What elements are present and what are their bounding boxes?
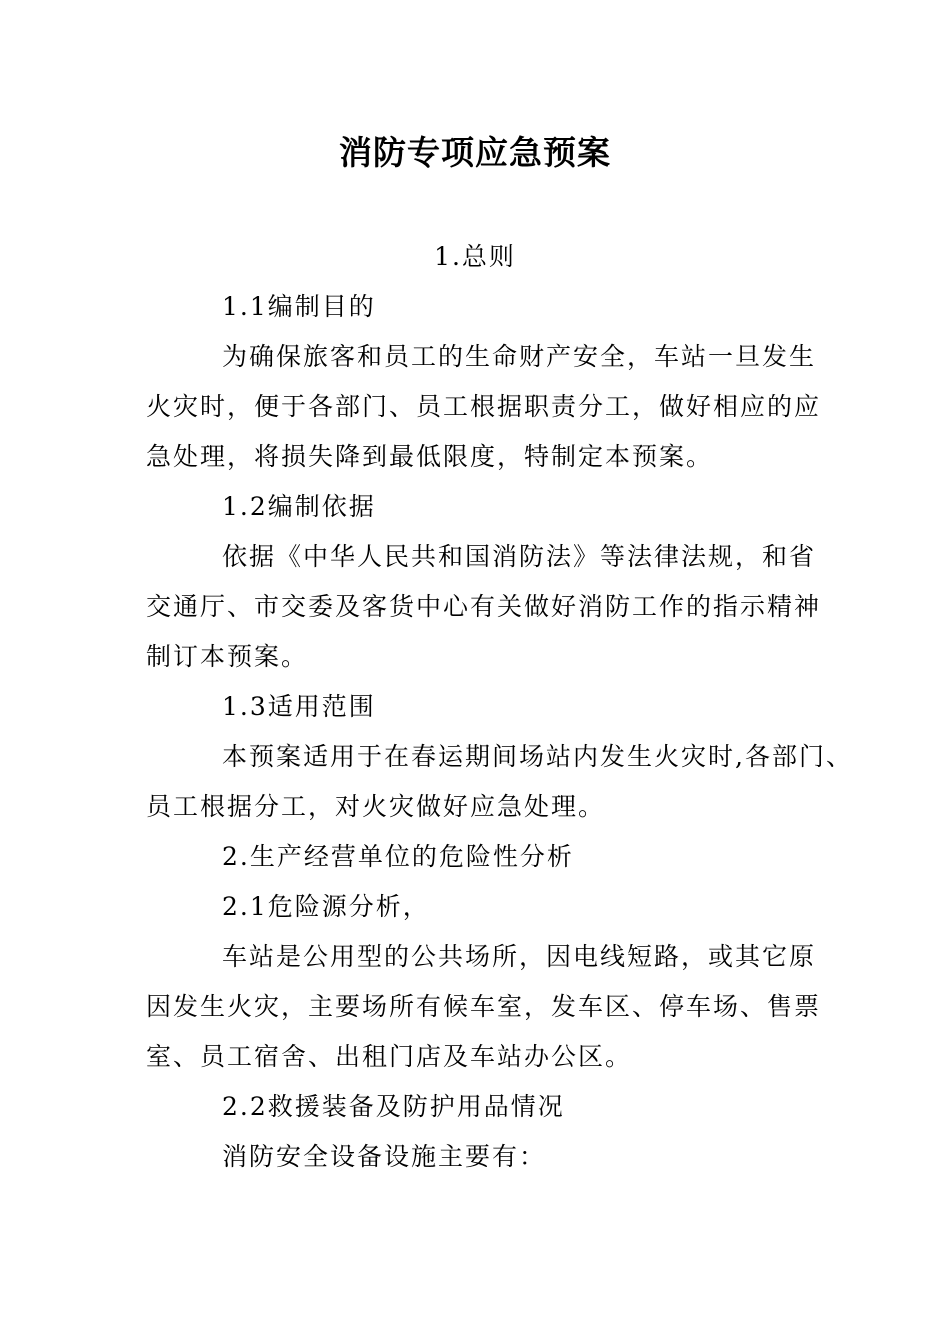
subsection-heading-2-1: 2.1危险源分析，: [222, 892, 430, 921]
subsection-heading-2-2: 2.2救援装备及防护用品情况: [222, 1092, 565, 1121]
paragraph-line: 本预案适用于在春运期间场站内发生火灾时,各部门、: [222, 742, 853, 771]
subsection-heading-1-1: 1.1编制目的: [222, 292, 376, 321]
paragraph-line: 依据《中华人民共和国消防法》等法律法规，和省: [222, 542, 817, 571]
paragraph-line: 因发生火灾，主要场所有候车室，发车区、停车场、售票: [146, 992, 822, 1021]
paragraph-line: 急处理，将损失降到最低限度，特制定本预案。: [146, 442, 714, 471]
paragraph-line: 员工根据分工，对火灾做好应急处理。: [146, 792, 606, 821]
subsection-heading-1-2: 1.2编制依据: [222, 492, 376, 521]
section-heading-2: 2.生产经营单位的危险性分析: [222, 842, 574, 871]
paragraph-line: 消防安全设备设施主要有：: [222, 1142, 547, 1171]
paragraph-line: 为确保旅客和员工的生命财产安全，车站一旦发生: [222, 342, 817, 371]
paragraph-line: 火灾时，便于各部门、员工根据职责分工，做好相应的应: [146, 392, 822, 421]
subsection-heading-1-3: 1.3适用范围: [222, 692, 376, 721]
document-title: 消防专项应急预案: [339, 133, 611, 172]
paragraph-line: 制订本预案。: [146, 642, 309, 671]
paragraph-line: 车站是公用型的公共场所，因电线短路，或其它原: [222, 942, 817, 971]
paragraph-line: 交通厅、市交委及客货中心有关做好消防工作的指示精神: [146, 592, 822, 621]
section-heading-1: 1.总则: [434, 242, 516, 271]
paragraph-line: 室、员工宿舍、出租门店及车站办公区。: [146, 1042, 633, 1071]
